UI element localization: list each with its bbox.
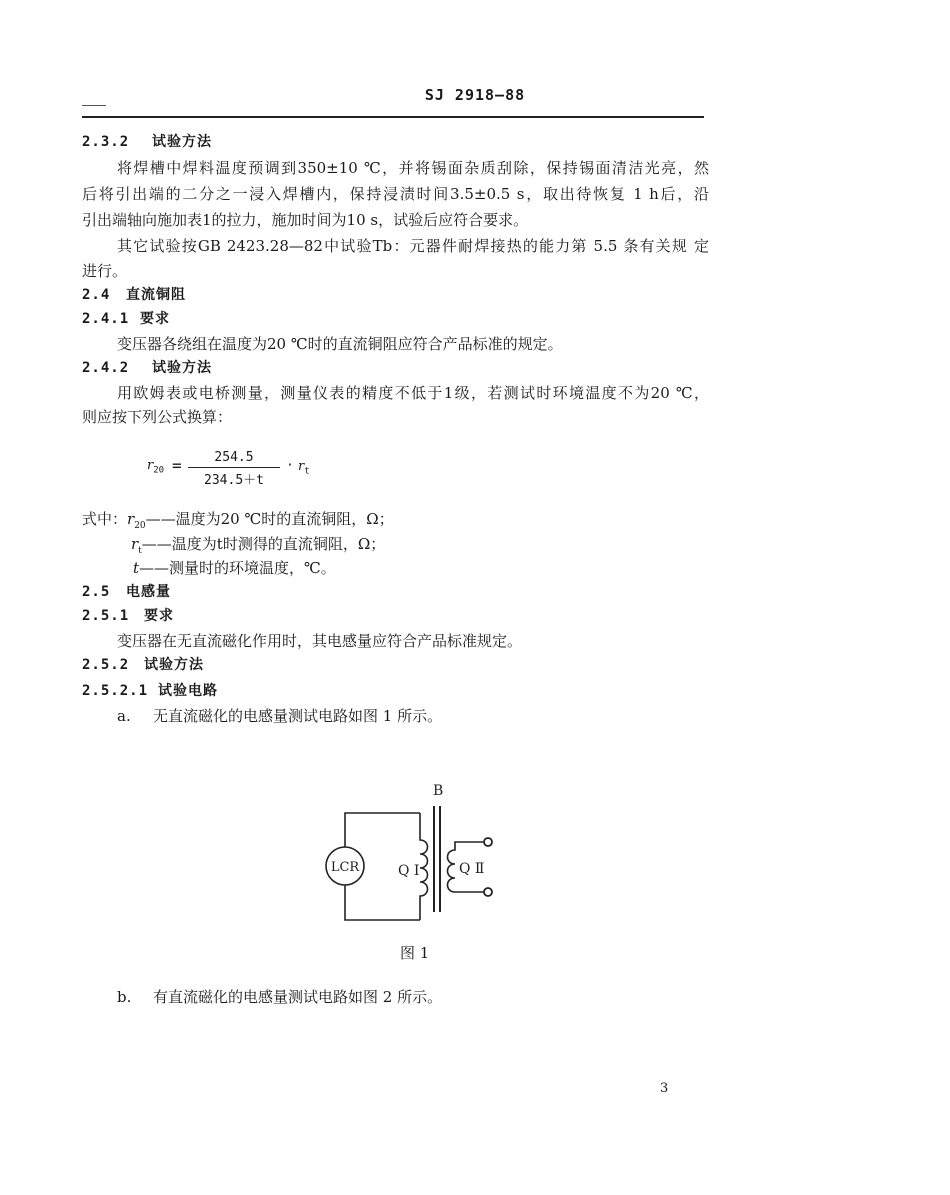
paragraph-line: 用欧姆表或电桥测量，测量仪表的精度不低于1级，若测试时环境温度不为20 ℃， [117, 384, 709, 402]
paragraph-line: 将焊槽中焊料温度预调到350±10 ℃，并将锡面杂质刮除，保持锡面清洁光亮，然 [117, 159, 709, 177]
section-2-4-1-heading: 2.4.1 要求 [82, 311, 170, 327]
section-2-4-heading: 2.4 直流铜阻 [82, 287, 186, 303]
formula-numerator: 254.5 [214, 450, 254, 465]
document-code: SJ 2918—88 [424, 86, 526, 104]
section-2-4-2-heading: 2.4.2 试验方法 [82, 360, 212, 376]
section-2-5-2-1-heading: 2.5.2.1 试验电路 [82, 683, 218, 699]
paragraph-line: 进行。 [82, 262, 128, 280]
page-number: 3 [660, 1081, 669, 1096]
section-2-5-2-heading: 2.5.2 试验方法 [82, 657, 204, 673]
paragraph-line: 变压器各绕组在温度为20 ℃时的直流铜阻应符合产品标准的规定。 [117, 335, 563, 353]
transformer-label: B [433, 783, 444, 799]
formula-denominator: 234.5＋t [204, 473, 264, 488]
secondary-terminal [484, 838, 492, 846]
formula-legend-line: 式中：$r_{20}——$温度为20 ℃时的直流铜阻，Ω； [82, 510, 394, 531]
list-item-b: b. 有直流磁化的电感量测试电路如图 2 所示。 [117, 988, 443, 1006]
document-page: SJ 2918—88 2.3.2 试验方法 将焊槽中焊料温度预调到350±10 ℃，并将锡面杂质刮除，保持锡面清洁光亮，然 后将引出端的二分之一浸入焊槽内，保持浸渍时间3.5±0.5 s，取出待恢复 1 h后，沿 引出端轴向施加表1的拉力，施加时间为10 s，试验后应符合要求。 其它试验按GB 2423.28—82中试验Tb：元器件耐焊接热的能力第 5.5 条有关规 定 进行。 2.4 直流铜阻 2.4.1 要求 变压器各绕组在温度为20 ℃时的直流铜阻应符合产品标准的规定。 2.4.2 试验方法 用欧姆表或电桥测量，测量仪表的精度不低于1级，若测试时环境温度不为20 ℃， 则应按下列公式换算： $r_{20}$ = 254.5 234.5＋t · $r_t$ 式中：$r_{20}——$温度为20 ℃时的直流铜阻，Ω； $r_t——$温度为t时测得的直流铜阻，Ω； t——测量时的环境温度，℃。 2.5 电感量 2.5.1 要求 变压器在无直流磁化作用时，其电感量应符合产品标准规定。 2.5.2 试验方法 2.5.2.1 试验电路 a. 无直流磁化的电感量测试电路如图 1 所示。 B LCR Q Ⅰ Q Ⅱ 图 1 b. 有直流磁化的电感量测试电路如图 2 所示。 3 [0, 0, 950, 1195]
paragraph-line: 变压器在无直流磁化作用时，其电感量应符合产品标准规定。 [117, 632, 523, 650]
paragraph-line: 引出端轴向施加表1的拉力，施加时间为10 s，试验后应符合要求。 [82, 211, 529, 229]
figure-caption: 图 1 [400, 944, 430, 962]
paragraph-line: 则应按下列公式换算： [82, 408, 233, 426]
section-2-5-heading: 2.5 电感量 [82, 584, 171, 600]
formula-legend-line: $r_t——$温度为t时测得的直流铜阻，Ω； [131, 535, 386, 556]
paragraph-line: 后将引出端的二分之一浸入焊槽内，保持浸渍时间3.5±0.5 s，取出待恢复 1 h后，沿 [82, 185, 709, 203]
primary-coil [420, 813, 428, 920]
formula-legend-line: t——测量时的环境温度，℃。 [133, 559, 336, 577]
secondary-terminal [484, 888, 492, 896]
section-2-5-1-heading: 2.5.1 要求 [82, 608, 174, 624]
list-item-a: a. 无直流磁化的电感量测试电路如图 1 所示。 [117, 707, 443, 725]
lcr-meter-label: LCR [330, 860, 360, 875]
secondary-winding-label: Q Ⅱ [459, 861, 485, 877]
paragraph-line: 其它试验按GB 2423.28—82中试验Tb：元器件耐焊接热的能力第 5.5 条有关规 定 [117, 237, 709, 255]
section-2-3-2-heading: 2.3.2 试验方法 [82, 134, 212, 150]
primary-winding-label: Q Ⅰ [398, 863, 420, 879]
